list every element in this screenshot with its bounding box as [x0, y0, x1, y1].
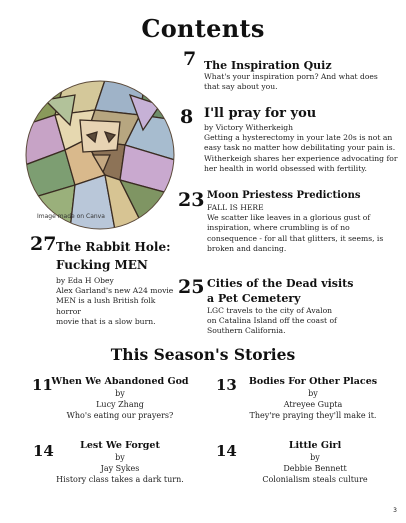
entry-byline: FALL IS HERE	[207, 203, 264, 212]
entry-number: 8	[180, 106, 194, 128]
section-title: This Season's Stories	[110, 345, 296, 364]
story-author: Atreyee Gupta	[283, 400, 343, 409]
story-number: 14	[33, 442, 54, 460]
entry-number: 25	[178, 276, 205, 298]
entry-number: 27	[30, 233, 57, 255]
entry-number: 23	[178, 189, 205, 211]
story-title: When We Abandoned God	[51, 376, 189, 387]
entry-title: The Inspiration Quiz	[204, 59, 332, 72]
entry-number: 7	[183, 48, 197, 70]
story-title: Bodies For Other Places	[248, 376, 378, 387]
story-card: Bodies For Other Places by Atreyee Gupta They're praying they'll make it.	[232, 376, 394, 421]
story-card: Little Girl by Debbie Bennett Colonialism steals culture	[235, 440, 395, 485]
story-title: Little Girl	[288, 440, 342, 451]
entry-title: Moon Priestess Predictions	[207, 190, 361, 201]
stained-glass-image	[25, 80, 175, 230]
entry-byline: by Eda H Obey	[56, 276, 114, 285]
story-author: Debbie Bennett	[283, 464, 347, 473]
story-tagline: Colonialism steals culture	[262, 475, 368, 484]
story-author: Lucy Zhang	[96, 400, 144, 409]
entry-title: Cities of the Dead visits a Pet Cemetery	[207, 277, 354, 305]
story-author: Jay Sykes	[100, 464, 140, 473]
story-title: Lest We Forget	[80, 440, 160, 451]
entry-title: The Rabbit Hole: Fucking MEN	[56, 240, 171, 272]
story-card: When We Abandoned God by Lucy Zhang Who's eating our prayers?	[45, 376, 195, 421]
story-tagline: Who's eating our prayers?	[66, 411, 174, 420]
story-card: Lest We Forget by Jay Sykes History class takes a dark turn.	[50, 440, 190, 485]
page-title: Contents	[141, 14, 265, 43]
story-tagline: History class takes a dark turn.	[56, 475, 184, 484]
entry-title: I'll pray for you	[204, 106, 317, 121]
entry-description: FALL IS HERE We scatter like leaves in a glorious gust of inspiration, where crumbling is of no consequence - for all that glitters, it seems, is broken and dancing.	[207, 203, 402, 254]
entry-description: What's your inspiration porn? And what does that say about you.	[204, 72, 378, 92]
story-number: 14	[216, 442, 237, 460]
page-number: 3	[393, 507, 397, 514]
story-number: 11	[32, 376, 53, 394]
image-caption: Image made on Canva	[37, 213, 105, 220]
story-number: 13	[216, 376, 237, 394]
entry-byline: by Victory Witherkeigh	[204, 123, 293, 132]
story-tagline: They're praying they'll make it.	[249, 411, 377, 420]
entry-description: by Eda H Obey Alex Garland's new A24 movie MEN is a lush British folk horror movie that is a slow burn.	[56, 276, 181, 327]
entry-description: by Victory Witherkeigh Getting a hysterectomy in your late 20s is not an easy task no matter how debilitating your pain is. Witherkeigh shares her experience advocating for her health in world obsessed with fertility.	[204, 123, 404, 174]
entry-description: LGC travels to the city of Avalon on Catalina Island off the coast of Southern California.	[207, 306, 337, 336]
